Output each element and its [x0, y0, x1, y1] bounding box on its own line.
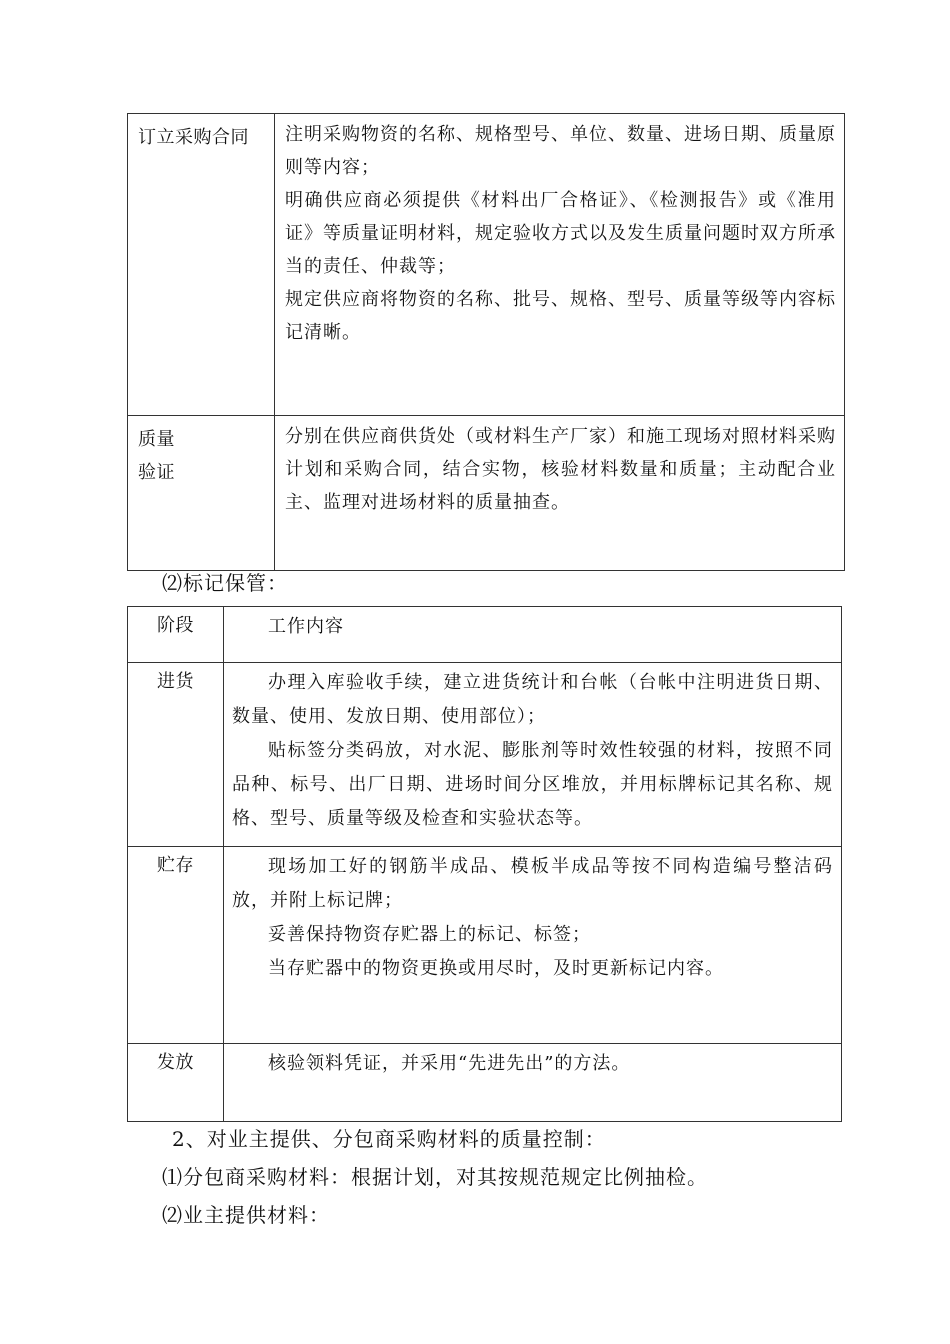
- procurement-table: [127, 113, 845, 571]
- table-row: [128, 114, 845, 416]
- row-label-cell: [128, 114, 275, 416]
- stage-cell: [128, 847, 224, 1044]
- row-label-cell: [128, 416, 275, 571]
- content-paragraph: 规定供应商将物资的名称、批号、规格、型号、质量等级等内容标记清晰。: [285, 289, 836, 343]
- content-paragraph: 贴标签分类码放，对水泥、膨胀剂等时效性较强的材料，按照不同品种、标号、出厂日期、进场时间分区堆放，并用标牌标记其名称、规格、型号、质量等级及检查和实验状态等。: [232, 740, 833, 829]
- section-2-title: 2、对业主提供、分包商采购材料的质量控制：: [172, 1127, 606, 1151]
- content-paragraph: 明确供应商必须提供《材料出厂合格证》、《检测报告》或《准用证》等质量证明材料，规定验收方式以及发生质量问题时双方所承当的责任、仲裁等；: [285, 190, 836, 277]
- content-paragraph: 当存贮器中的物资更换或用尽时，及时更新标记内容。: [268, 958, 724, 979]
- row-content-cell: [275, 416, 845, 571]
- table-row: [128, 663, 842, 847]
- content-paragraph: 妥善保持物资存贮器上的标记、标签；: [268, 924, 591, 945]
- row-label: 质量: [138, 429, 175, 450]
- row-label: 验证: [138, 462, 175, 483]
- list-item-subcontractor: ⑴分包商采购材料：根据计划，对其按规范规定比例抽检。: [162, 1165, 708, 1189]
- row-label: 订立采购合同: [138, 127, 249, 148]
- marking-storage-table: [127, 606, 842, 1122]
- stage-label: 发放: [157, 1052, 194, 1073]
- content-cell: [224, 663, 842, 847]
- header-content-cell: [224, 607, 842, 663]
- content-paragraph: 注明采购物资的名称、规格型号、单位、数量、进场日期、质量原则等内容；: [285, 124, 836, 178]
- header-stage: 阶段: [157, 615, 194, 636]
- content-paragraph: 办理入库验收手续，建立进货统计和台帐（台帐中注明进货日期、数量、使用、发放日期、使用部位）；: [232, 672, 833, 727]
- stage-cell: [128, 663, 224, 847]
- stage-label: 进货: [157, 671, 194, 692]
- row-content-cell: [275, 114, 845, 416]
- list-item-owner-supplied: ⑵业主提供材料：: [162, 1203, 330, 1227]
- content-cell: [224, 847, 842, 1044]
- table-row: [128, 416, 845, 571]
- stage-cell: [128, 1044, 224, 1122]
- table-row: [128, 1044, 842, 1122]
- content-paragraph: 现场加工好的钢筋半成品、模板半成品等按不同构造编号整洁码放，并附上标记牌；: [232, 856, 833, 911]
- header-content: 工作内容: [268, 616, 344, 637]
- section-heading-marking: ⑵标记保管：: [162, 571, 288, 595]
- stage-label: 贮存: [157, 855, 194, 876]
- content-paragraph: 核验领料凭证，并采用“先进先出”的方法。: [268, 1053, 631, 1074]
- content-paragraph: 分别在供应商供货处（或材料生产厂家）和施工现场对照材料采购计划和采购合同，结合实物，核验材料数量和质量；主动配合业主、监理对进场材料的质量抽查。: [285, 426, 836, 513]
- table-header-row: [128, 607, 842, 663]
- table-row: [128, 847, 842, 1044]
- content-cell: [224, 1044, 842, 1122]
- header-stage-cell: [128, 607, 224, 663]
